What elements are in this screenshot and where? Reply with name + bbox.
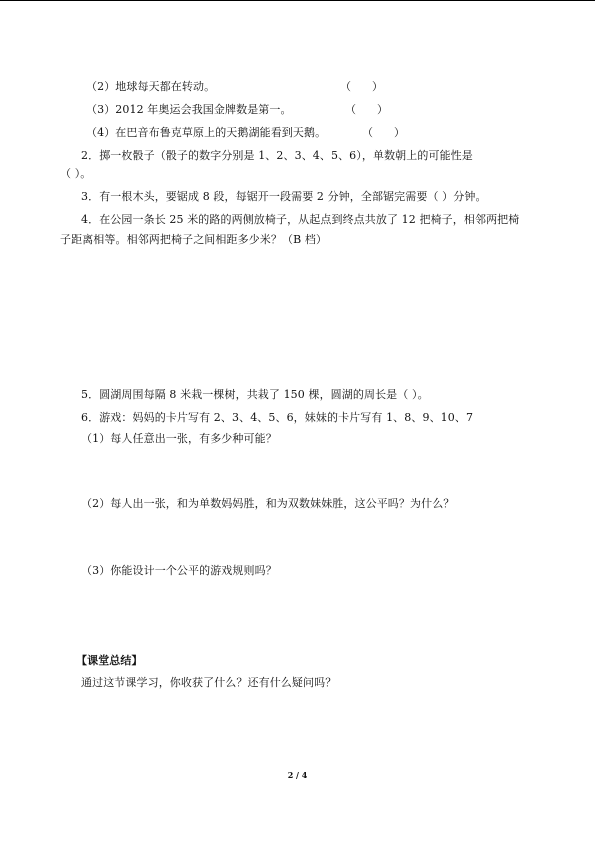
question-2-line-1: 2．掷一枚骰子（骰子的数字分别是 1、2、3、4、5、6），单数朝上的可能性是 xyxy=(81,149,473,162)
question-4-line-2: 子距离相等。相邻两把椅子之间相距多少米？（B 档） xyxy=(60,233,328,246)
summary-prompt: 通过这节课学习，你收获了什么？还有什么疑问吗？ xyxy=(81,676,337,689)
question-6: 6．游戏：妈妈的卡片写有 2、3、4、5、6，妹妹的卡片写有 1、8、9、10、7 xyxy=(81,411,474,424)
question-6-part-3: （3）你能设计一个公平的游戏规则吗？ xyxy=(81,564,277,577)
tf-item-3: （3）2012 年奥运会我国金牌数是第一。 xyxy=(86,103,292,116)
top-rule xyxy=(0,0,595,1)
answer-blank-tf2[interactable]: （ ） xyxy=(340,80,383,93)
answer-blank-tf4[interactable]: （ ） xyxy=(362,126,405,139)
question-2-line-2: （ ）。 xyxy=(60,167,92,180)
question-5: 5．圆湖周围每隔 8 米栽一棵树，共栽了 150 棵，圆湖的周长是（ ）。 xyxy=(81,388,429,401)
tf-item-2: （2）地球每天都在转动。 xyxy=(86,80,216,93)
summary-heading: 【课堂总结】 xyxy=(76,654,143,667)
tf-item-4: （4）在巴音布鲁克草原上的天鹅湖能看到天鹅。 xyxy=(86,126,327,139)
page-number: 2 / 4 xyxy=(287,770,308,780)
question-4-line-1: 4．在公园一条长 25 米的路的两侧放椅子，从起点到终点共放了 12 把椅子，相邻两把椅 xyxy=(81,213,520,226)
question-3: 3．有一根木头，要锯成 8 段，每锯开一段需要 2 分钟，全部锯完需要（ ）分钟。 xyxy=(81,190,487,203)
question-6-part-1: （1）每人任意出一张，有多少种可能？ xyxy=(81,432,277,445)
answer-blank-tf3[interactable]: （ ） xyxy=(345,103,388,116)
question-6-part-2: （2）每人出一张，和为单数妈妈胜，和为双数妹妹胜，这公平吗？为什么？ xyxy=(81,497,455,510)
